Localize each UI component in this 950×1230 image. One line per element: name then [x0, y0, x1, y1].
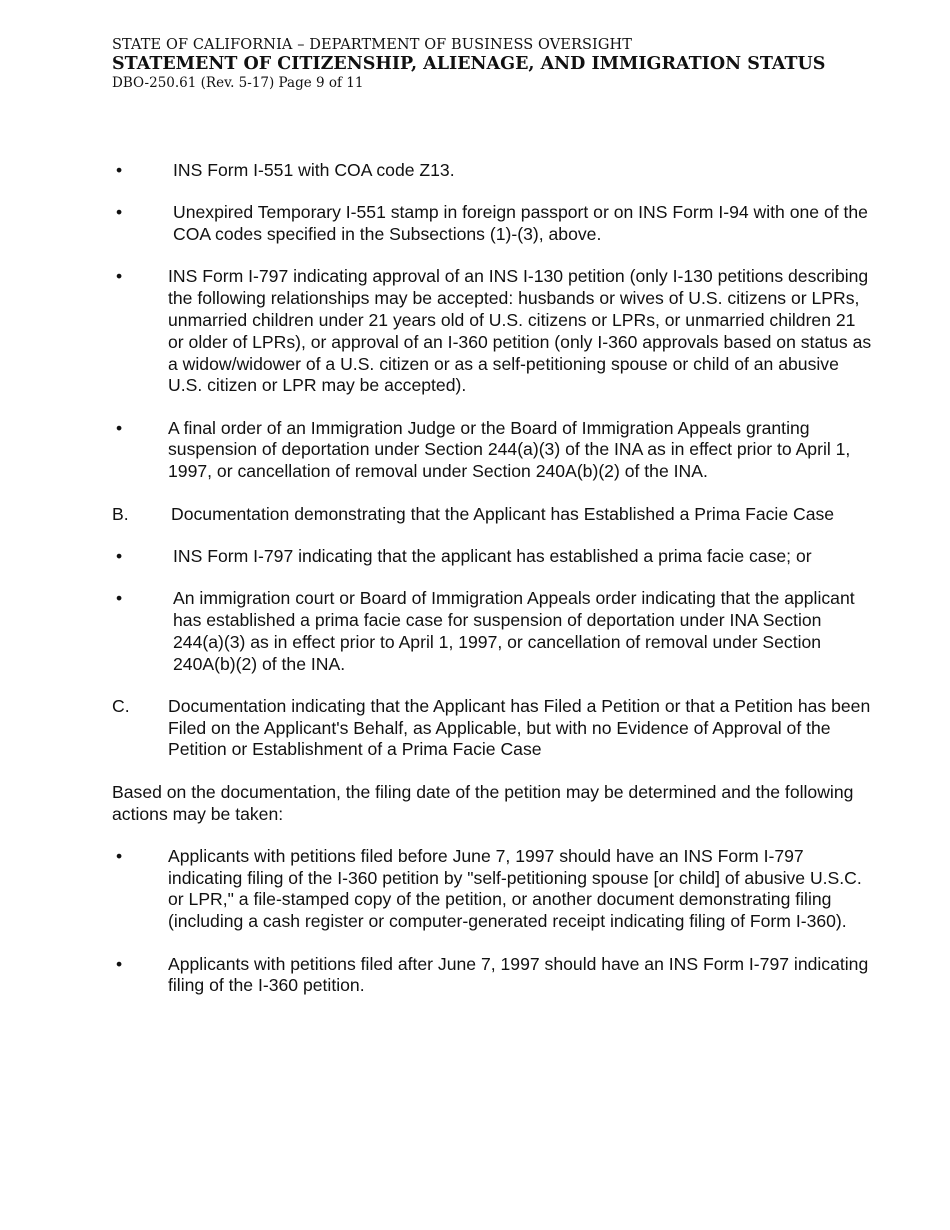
bullet-marker: • [116, 202, 123, 223]
list-item [112, 846, 872, 933]
bullet-marker: • [116, 266, 123, 287]
list-item [112, 266, 872, 397]
bullet-marker: • [116, 845, 123, 866]
page-header [112, 36, 825, 92]
list-item [112, 418, 872, 483]
list-item-text: A final order of an Immigration Judge or the Board of Immigration Appeals granting suspension of deportation under Section 244(a)(3) of the INA as in effect prior to April 1, 1997, or cancellation of removal under Section 240A(b)(2) of the INA. [168, 417, 851, 482]
list-item [112, 160, 872, 182]
list-item-text: Unexpired Temporary I-551 stamp in foreign passport or on INS Form I-94 with one of the COA codes specified in the Subsections (1)-(3), above. [173, 202, 868, 245]
list-item [112, 588, 872, 675]
body-paragraph: Based on the documentation, the filing date of the petition may be determined and the following actions may be taken: [112, 781, 854, 824]
form-number-page: DBO-250.61 (Rev. 5-17) Page 9 of 11 [112, 75, 364, 91]
section-heading-b [112, 504, 872, 526]
bullet-marker: • [116, 160, 123, 180]
section-heading-text: Documentation indicating that the Applicant has Filed a Petition or that a Petition has been Filed on the Applicant's Behalf, as Applicable, but with no Evidence of Approval of the Petition or Establishment of a Prima Facie Case [168, 695, 871, 760]
section-letter: B. [112, 503, 129, 524]
list-item-text: Applicants with petitions filed before June 7, 1997 should have an INS Form I-797 indicating filing of the I-360 petition by "self-petitioning spouse [or child] of abusive U.S.C. or LPR," a file-stamped copy of the petition, or another document demonstrating filing (including a cash register or computer-generated receipt indicating filing of Form I-360). [168, 845, 862, 932]
section-heading-c [112, 696, 872, 761]
list-item [112, 954, 872, 998]
list-item-text: INS Form I-797 indicating that the applicant has established a prima facie case; or [173, 545, 812, 566]
list-item-text: INS Form I-797 indicating approval of an INS I-130 petition (only I-130 petitions describing the following relationships may be accepted: husbands or wives of U.S. citizens or LPRs, unmarried children under 21 years old of U.S. citizens or LPRs, or unmarried children 21 or older of LPRs), or approval of an I-360 petition (only I-360 approvals based on status as a widow/widower of a U.S. citizen or as a self-petitioning spouse or child of an abusive U.S. citizen or LPR may be accepted). [168, 266, 872, 396]
list-item-text: Applicants with petitions filed after June 7, 1997 should have an INS Form I-797 indicating filing of the I-360 petition. [168, 953, 869, 996]
bullet-marker: • [116, 953, 123, 974]
bullet-marker: • [116, 417, 123, 438]
document-body [112, 160, 872, 1018]
section-letter: C. [112, 695, 130, 716]
list-item [112, 202, 872, 246]
agency-name: STATE OF CALIFORNIA – DEPARTMENT OF BUSINESS OVERSIGHT [112, 37, 633, 53]
list-item-text: INS Form I-551 with COA code Z13. [173, 160, 455, 180]
bullet-marker: • [116, 588, 123, 609]
document-title: STATEMENT OF CITIZENSHIP, ALIENAGE, AND IMMIGRATION STATUS [112, 54, 826, 74]
bullet-marker: • [116, 545, 123, 566]
list-item-text: An immigration court or Board of Immigration Appeals order indicating that the applicant has established a prima facie case for suspension of deportation under INA Section 244(a)(3) as in effect prior to April 1, 1997, or cancellation of removal under Section 240A(b)(2) of the INA. [173, 588, 855, 674]
section-heading-text: Documentation demonstrating that the Applicant has Established a Prima Facie Case [171, 503, 835, 524]
list-item [112, 546, 872, 568]
